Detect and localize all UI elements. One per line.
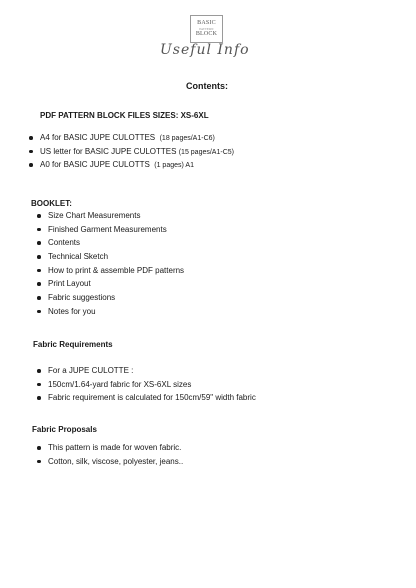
fabric-requirements-title: Fabric Requirements [33,340,113,349]
bullet-icon [29,136,33,140]
bullet-icon [37,396,41,400]
brand-logo [190,15,223,43]
list-item: For a JUPE CULOTTE : [32,364,256,378]
bullet-icon [37,228,41,232]
booklet-section-title: BOOKLET: [31,199,72,208]
logo-line-2: PATTERN [199,27,214,31]
list-item: US letter for BASIC JUPE CULOTTES (15 pages/A1-C5) [24,145,234,159]
list-item: Size Chart Measurements [32,209,184,223]
fabric-proposals-title: Fabric Proposals [32,425,97,434]
logo-line-3: BLOCK [195,31,218,37]
fabric-proposals-list [32,441,183,468]
list-item: A0 for BASIC JUPE CULOTTS (1 pages) A1 [24,158,234,172]
files-section-title: PDF PATTERN BLOCK FILES SIZES: XS-6XL [40,111,209,120]
bullet-icon [37,369,41,373]
list-item: Fabric requirement is calculated for 150cm/59" width fabric [32,391,256,405]
bullet-icon [37,255,41,259]
fabric-requirements-list [32,364,256,405]
bullet-icon [37,296,41,300]
list-item: Print Layout [32,277,184,291]
list-item: Fabric suggestions [32,291,184,305]
booklet-list [32,209,184,319]
bullet-icon [29,163,33,167]
contents-heading: Contents: [186,81,228,91]
list-item: 150cm/1.64-yard fabric for XS-6XL sizes [32,378,256,392]
logo-line-1: BASIC [197,20,216,26]
bullet-icon [37,282,41,286]
bullet-icon [29,150,33,154]
bullet-icon [37,383,41,387]
files-list [24,131,234,172]
bullet-icon [37,241,41,245]
bullet-icon [37,460,41,464]
list-item: How to print & assemble PDF patterns [32,264,184,278]
list-item: Cotton, silk, viscose, polyester, jeans.. [32,455,183,469]
list-item: Contents [32,236,184,250]
list-item: A4 for BASIC JUPE CULOTTES (18 pages/A1-C6) [24,131,234,145]
bullet-icon [37,310,41,314]
list-item: Notes for you [32,305,184,319]
bullet-icon [37,269,41,273]
script-title: Useful Info [160,42,250,58]
list-item: This pattern is made for woven fabric. [32,441,183,455]
bullet-icon [37,446,41,450]
list-item: Finished Garment Measurements [32,223,184,237]
bullet-icon [37,214,41,218]
list-item: Technical Sketch [32,250,184,264]
